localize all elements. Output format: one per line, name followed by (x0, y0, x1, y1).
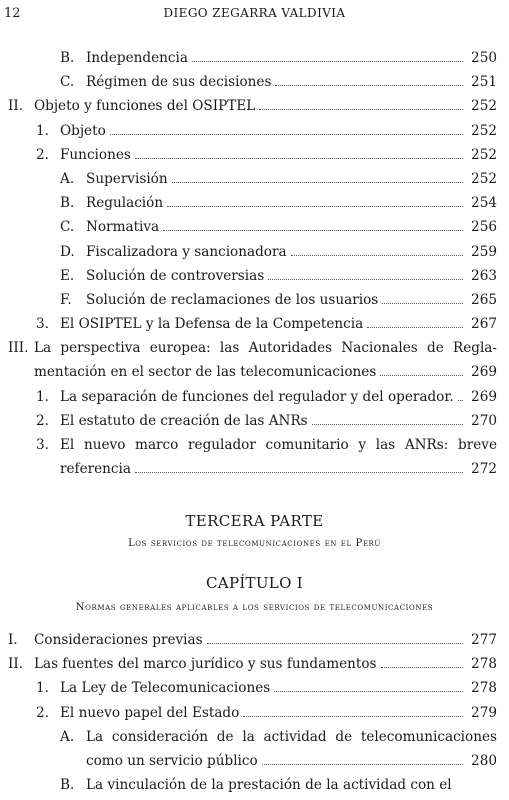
toc-entry (0, 119, 509, 143)
toc-entry-page: 269 (471, 388, 497, 405)
toc-entry (0, 701, 509, 725)
toc-entry (0, 264, 509, 288)
dot-leader (207, 643, 463, 644)
toc-entry (0, 652, 509, 676)
toc-entry-continuation (0, 360, 509, 384)
toc-entry (0, 773, 509, 797)
dot-leader (167, 206, 463, 207)
toc-entry-title: Las fuentes del marco jurídico y sus fundamentos (34, 656, 377, 673)
toc-entry-page: 252 (471, 170, 497, 187)
toc-entry-title-line-1: El nuevo marco regulador comunitario y las ANRs: breve (60, 437, 497, 453)
toc-entry-title-line-2: referencia (60, 461, 131, 478)
toc-entry-title: Solución de controversias (86, 267, 265, 284)
toc-entry-number: II. (8, 656, 24, 673)
toc-entry-page: 256 (471, 219, 497, 236)
dot-leader (274, 691, 463, 692)
dot-leader (243, 716, 463, 717)
toc-entry-page: 251 (471, 74, 497, 91)
dot-leader (262, 764, 463, 765)
dot-leader (275, 85, 463, 86)
part-title: TERCERA PARTE (185, 512, 324, 530)
toc-entry-title: Solución de reclamaciones de los usuarios (86, 291, 379, 308)
toc-entry-page: 250 (471, 50, 497, 66)
toc-entry-number: II. (8, 98, 24, 115)
toc-entry (0, 725, 509, 749)
toc-entry-number: B. (60, 50, 75, 66)
dot-leader (380, 375, 463, 376)
page-number: 12 (4, 6, 21, 21)
toc-entry-title-line-1: La perspectiva europea: las Autoridades Nacionales de Regla- (34, 340, 497, 357)
toc-entry-title: El estatuto de creación de las ANRs (60, 412, 308, 429)
dot-leader (381, 667, 463, 668)
toc-entry-page: 263 (471, 267, 497, 284)
toc-entry-title: Normativa (86, 219, 160, 236)
toc-entry-page: 270 (471, 412, 497, 429)
toc-entry-title: Fiscalizadora y sancionadora (86, 243, 287, 260)
toc-entry-number: B. (60, 195, 75, 212)
toc-entry (0, 46, 509, 70)
toc-entry-number: C. (60, 74, 75, 91)
toc-entry-page: 259 (471, 243, 497, 260)
toc-entry (0, 167, 509, 191)
toc-entry-continuation (0, 749, 509, 773)
toc-entry (0, 215, 509, 239)
toc-entry-number: C. (60, 219, 75, 236)
toc-entry (0, 336, 509, 360)
toc-entry-title: El OSIPTEL y la Defensa de la Competencia (60, 316, 364, 333)
toc-entry-title: Consideraciones previas (34, 632, 203, 648)
running-title: DIEGO ZEGARRA VALDIVIA (163, 6, 346, 20)
toc-entry-page: 269 (471, 364, 497, 381)
dot-leader (163, 230, 463, 231)
toc-entry-title-line-2: mentación en el sector de las telecomunicaciones (34, 364, 377, 381)
toc-entry (0, 288, 509, 312)
toc-entry-page: 252 (471, 146, 497, 163)
dot-leader (110, 134, 463, 135)
toc-entry-number: 1. (36, 680, 49, 697)
toc-entry-title: Supervisión (86, 170, 168, 187)
toc-entry-page: 267 (471, 316, 497, 333)
toc-entry-number: B. (60, 777, 75, 794)
toc-entry (0, 191, 509, 215)
toc-entry-number: D. (60, 243, 75, 260)
toc-entry-page: 254 (471, 195, 497, 212)
toc-entry-title: Regulación (86, 195, 164, 212)
toc-entry-number: 2. (36, 704, 49, 721)
toc-entry (0, 240, 509, 264)
toc-entry-title: La vinculación de la prestación de la actividad con el (86, 777, 452, 794)
table-of-contents-top (0, 46, 509, 481)
dot-leader (192, 61, 463, 62)
toc-entry-number: 1. (36, 388, 49, 405)
toc-entry-number: III. (8, 340, 29, 357)
dot-leader (367, 327, 463, 328)
toc-entry-page: 278 (471, 680, 497, 697)
toc-entry-number: 3. (36, 316, 49, 333)
dot-leader (312, 424, 463, 425)
toc-entry-number: 1. (36, 122, 49, 139)
toc-entry-number: E. (60, 267, 75, 284)
chapter-subtitle: Normas generales aplicables a los servicios de telecomunicaciones (75, 602, 434, 613)
toc-entry-number: A. (60, 728, 75, 745)
toc-entry-continuation (0, 457, 509, 481)
toc-entry-number: I. (8, 632, 18, 648)
toc-entry (0, 433, 509, 457)
toc-entry (0, 676, 509, 700)
dot-leader (259, 109, 463, 110)
toc-entry (0, 94, 509, 118)
part-subtitle: Los servicios de telecomunicaciones en el Perú (128, 538, 381, 549)
toc-entry-title: El nuevo papel del Estado (60, 704, 240, 721)
toc-entry-title: La separación de funciones del regulador y del operador. (60, 388, 454, 405)
toc-entry-page: 252 (471, 98, 497, 115)
toc-entry-title: Independencia (86, 50, 188, 66)
toc-entry-title-line-2: como un servicio público (86, 752, 258, 769)
toc-entry-title: Objeto (60, 122, 106, 139)
toc-entry-page: 278 (471, 656, 497, 673)
table-of-contents-bottom (0, 628, 509, 797)
dot-leader (172, 182, 463, 183)
toc-entry-page: 252 (471, 122, 497, 139)
toc-entry-number: A. (60, 170, 75, 187)
toc-entry (0, 409, 509, 433)
toc-entry (0, 385, 509, 409)
toc-entry-number: 2. (36, 146, 49, 163)
toc-entry (0, 628, 509, 652)
toc-entry-number: 2. (36, 412, 49, 429)
dot-leader (135, 158, 463, 159)
toc-entry-title: Objeto y funciones del OSIPTEL (34, 98, 256, 115)
toc-entry-page: 277 (471, 632, 497, 648)
dot-leader (458, 400, 463, 401)
toc-entry-title: Funciones (60, 146, 131, 163)
dot-leader (135, 472, 463, 473)
toc-entry-page: 265 (471, 291, 497, 308)
toc-entry-page: 279 (471, 704, 497, 721)
toc-entry-number: 3. (36, 437, 49, 453)
dot-leader (268, 279, 463, 280)
running-header (0, 6, 509, 26)
toc-entry-number: F. (60, 291, 72, 308)
toc-entry-title-line-1: La consideración de la actividad de telecomunicaciones (86, 728, 497, 745)
chapter-title: CAPÍTULO I (206, 574, 303, 592)
dot-leader (382, 303, 463, 304)
toc-entry-page: 280 (471, 752, 497, 769)
toc-entry-title: La Ley de Telecomunicaciones (60, 680, 271, 697)
toc-entry (0, 312, 509, 336)
toc-entry-page: 272 (471, 461, 497, 478)
dot-leader (291, 255, 463, 256)
toc-entry-title: Régimen de sus decisiones (86, 74, 272, 91)
toc-entry (0, 70, 509, 94)
toc-entry (0, 143, 509, 167)
